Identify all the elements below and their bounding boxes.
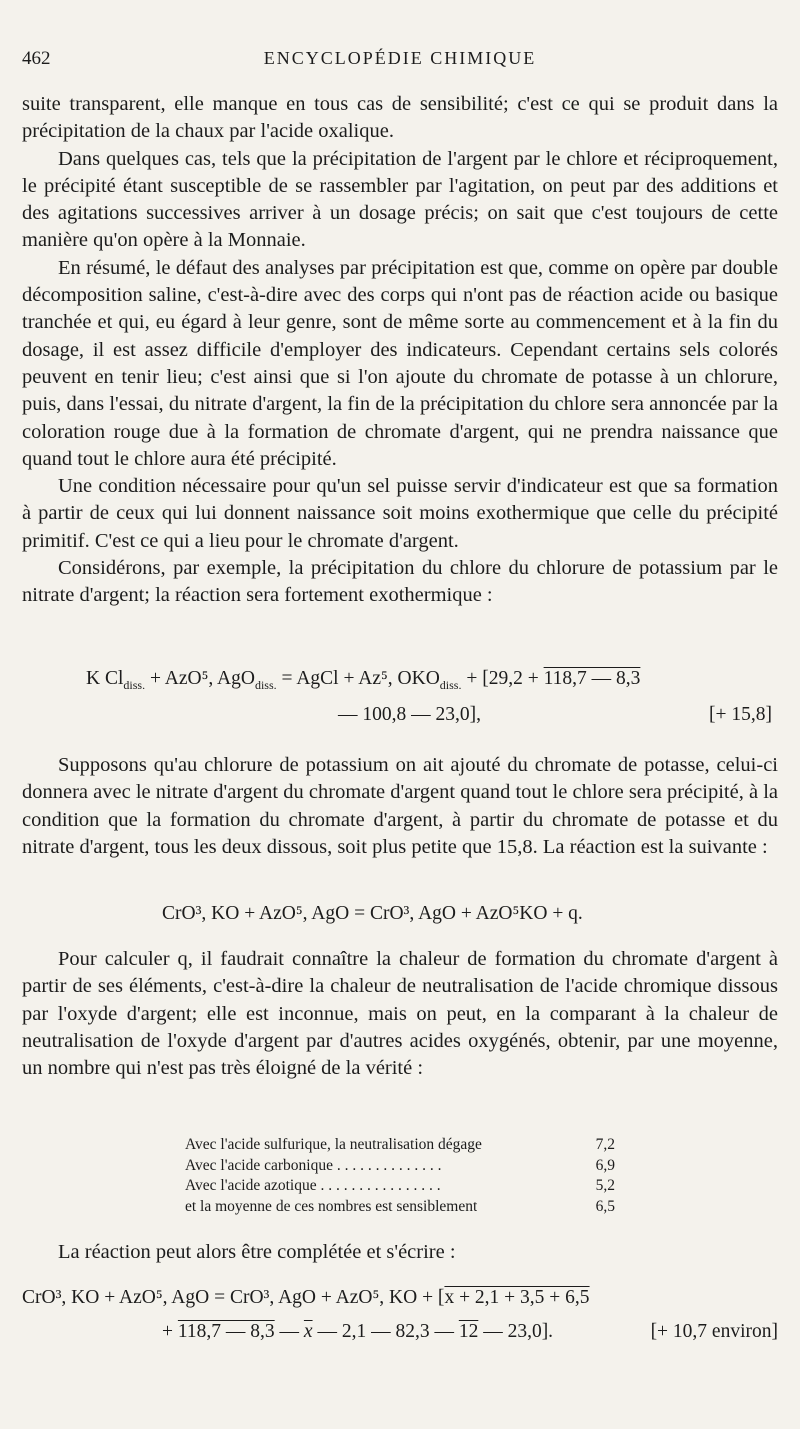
eq3-part-b: x + 2,1 + 3,5 + 6,5 (444, 1287, 590, 1308)
table-row-value: 5,2 (595, 1177, 615, 1194)
paragraph-1: suite transparent, elle manque en tous cas de sensibilité; c'est ce qui se produit dans la précipitation de la chaux par l'acide oxalique. (22, 93, 778, 143)
equation-3-result: [+ 10,7 environ] (650, 1321, 778, 1342)
eq3-part-e: — (274, 1321, 304, 1342)
equation-3-line-1 (22, 1287, 590, 1309)
table-row (185, 1156, 615, 1177)
table-row-value: 7,2 (595, 1136, 615, 1153)
equation-1-line-2: — 100,8 — 23,0], (338, 704, 481, 725)
eq3-part-d: 118,7 — 8,3 (177, 1321, 275, 1342)
eq3-part-i: — 23,0]. (478, 1321, 554, 1342)
eq1-sub-2: diss. (254, 677, 277, 692)
table-row-label: Avec l'acide carbonique . . . . . . . . . . . . . . (185, 1156, 442, 1174)
paragraph-3: En résumé, le défaut des analyses par précipitation est que, comme on opère par double décomposition saline, c'est-à-dire avec des corps qui n'ont pas de réaction acide ou basique tranchée et qui, eu égard à leur genre, sont de même sorte au commencement et à la fin du dosage, il est assez difficile d'employer des indicateurs. Cependant certains sels colorés peuvent en tenir lieu; c'est ainsi que si l'on ajoute du chromate de potasse à un chlorure, puis, dans l'essai, du nitrate d'argent, la fin de la précipitation du chlore sera annoncée par la coloration rouge due à la formation de chromate d'argent, qui ne prendra naissance que quand tout le chlore aura été précipité. (22, 256, 778, 470)
table-row-label: Avec l'acide sulfurique, la neutralisation dégage (185, 1136, 482, 1153)
table-row (185, 1135, 615, 1156)
equation-3-line-2 (162, 1321, 553, 1343)
equation-1-line-1 (86, 668, 640, 693)
table-row-value: 6,9 (595, 1156, 615, 1174)
text-block-top (22, 91, 778, 610)
eq3-part-c: + (162, 1321, 178, 1342)
eq1-part-c: = AgCl + Az⁵, OKO (276, 668, 440, 689)
eq1-part-e: 118,7 — 8,3 (543, 668, 641, 689)
eq3-part-a: CrO³, KO + AzO⁵, AgO = CrO³, AgO + AzO⁵, KO + [ (22, 1287, 445, 1308)
eq3-part-g: — 2,1 — 82,3 — (312, 1321, 459, 1342)
table-row (185, 1176, 615, 1197)
paragraph-6: Supposons qu'au chlorure de potassium on ait ajouté du chromate de potasse, celui-ci donnera avec le nitrate d'argent du chromate d'argent quand tout le chlore sera précipité, à la condition que la formation du chromate d'argent, à partir du chromate de potasse et du nitrate d'argent, tous les deux dissous, soit plus petite que 15,8. La réaction est la suivante : (22, 754, 778, 858)
table-row (185, 1197, 615, 1218)
equation-2-line: CrO³, KO + AzO⁵, AgO = CrO³, AgO + AzO⁵KO + q. (162, 903, 583, 924)
table-row-label: Avec l'acide azotique . . . . . . . . . . . . . . . . (185, 1177, 441, 1194)
equation-1-result: [+ 15,8] (709, 704, 772, 725)
eq1-sub-1: diss. (123, 677, 146, 692)
table-row-value: 6,5 (595, 1197, 615, 1215)
paragraph-8: La réaction peut alors être complétée et s'écrire : (58, 1241, 456, 1263)
page-number: 462 (22, 48, 51, 69)
eq1-part-b: + AzO⁵, AgO (145, 668, 255, 689)
paragraph-7: Pour calculer q, il faudrait connaître la chaleur de formation du chromate d'argent à partir de ses éléments, c'est-à-dire la chaleur de neutralisation de l'acide chromique dissous par l'oxyde d'argent; elle est inconnue, mais on peut, en la comparant à la chaleur de neutralisation de l'oxyde d'argent par d'autres acides oxygénés, obtenir, par une moyenne, un nombre qui n'est pas très éloigné de la vérité : (22, 948, 778, 1080)
paragraph-2: Dans quelques cas, tels que la précipitation de l'argent par le chlore et réciproquement, le précipité étant susceptible de se rassembler par l'agitation, on peut par des additions et des agitations successives arriver à un dosage précis; on sait que c'est toujours de cette manière qu'on opère à la Monnaie. (22, 147, 778, 252)
eq1-sub-3: diss. (439, 677, 462, 692)
page-header (22, 48, 778, 78)
paragraph-5: Considérons, par exemple, la précipitation du chlore du chlorure de potassium par le nitrate d'argent; la réaction sera fortement exothermique : (22, 557, 778, 607)
paragraph-4: Une condition nécessaire pour qu'un sel puisse servir d'indicateur est que sa formation à partir de ceux qui lui donnent naissance soit moins exothermique que celle du précipité primitif. C'est ce qui a lieu pour le chromate d'argent. (22, 475, 778, 552)
eq3-part-f: $\overline{x}$ (303, 1321, 313, 1342)
running-title: ENCYCLOPÉDIE CHIMIQUE (263, 48, 537, 68)
eq1-part-d: + [29,2 + (461, 668, 544, 689)
eq1-part-a: K Cl (86, 668, 124, 689)
table-row-label: et la moyenne de ces nombres est sensiblement (185, 1197, 478, 1215)
neutralisation-table (185, 1135, 615, 1217)
eq3-part-h: 12 (458, 1321, 479, 1342)
